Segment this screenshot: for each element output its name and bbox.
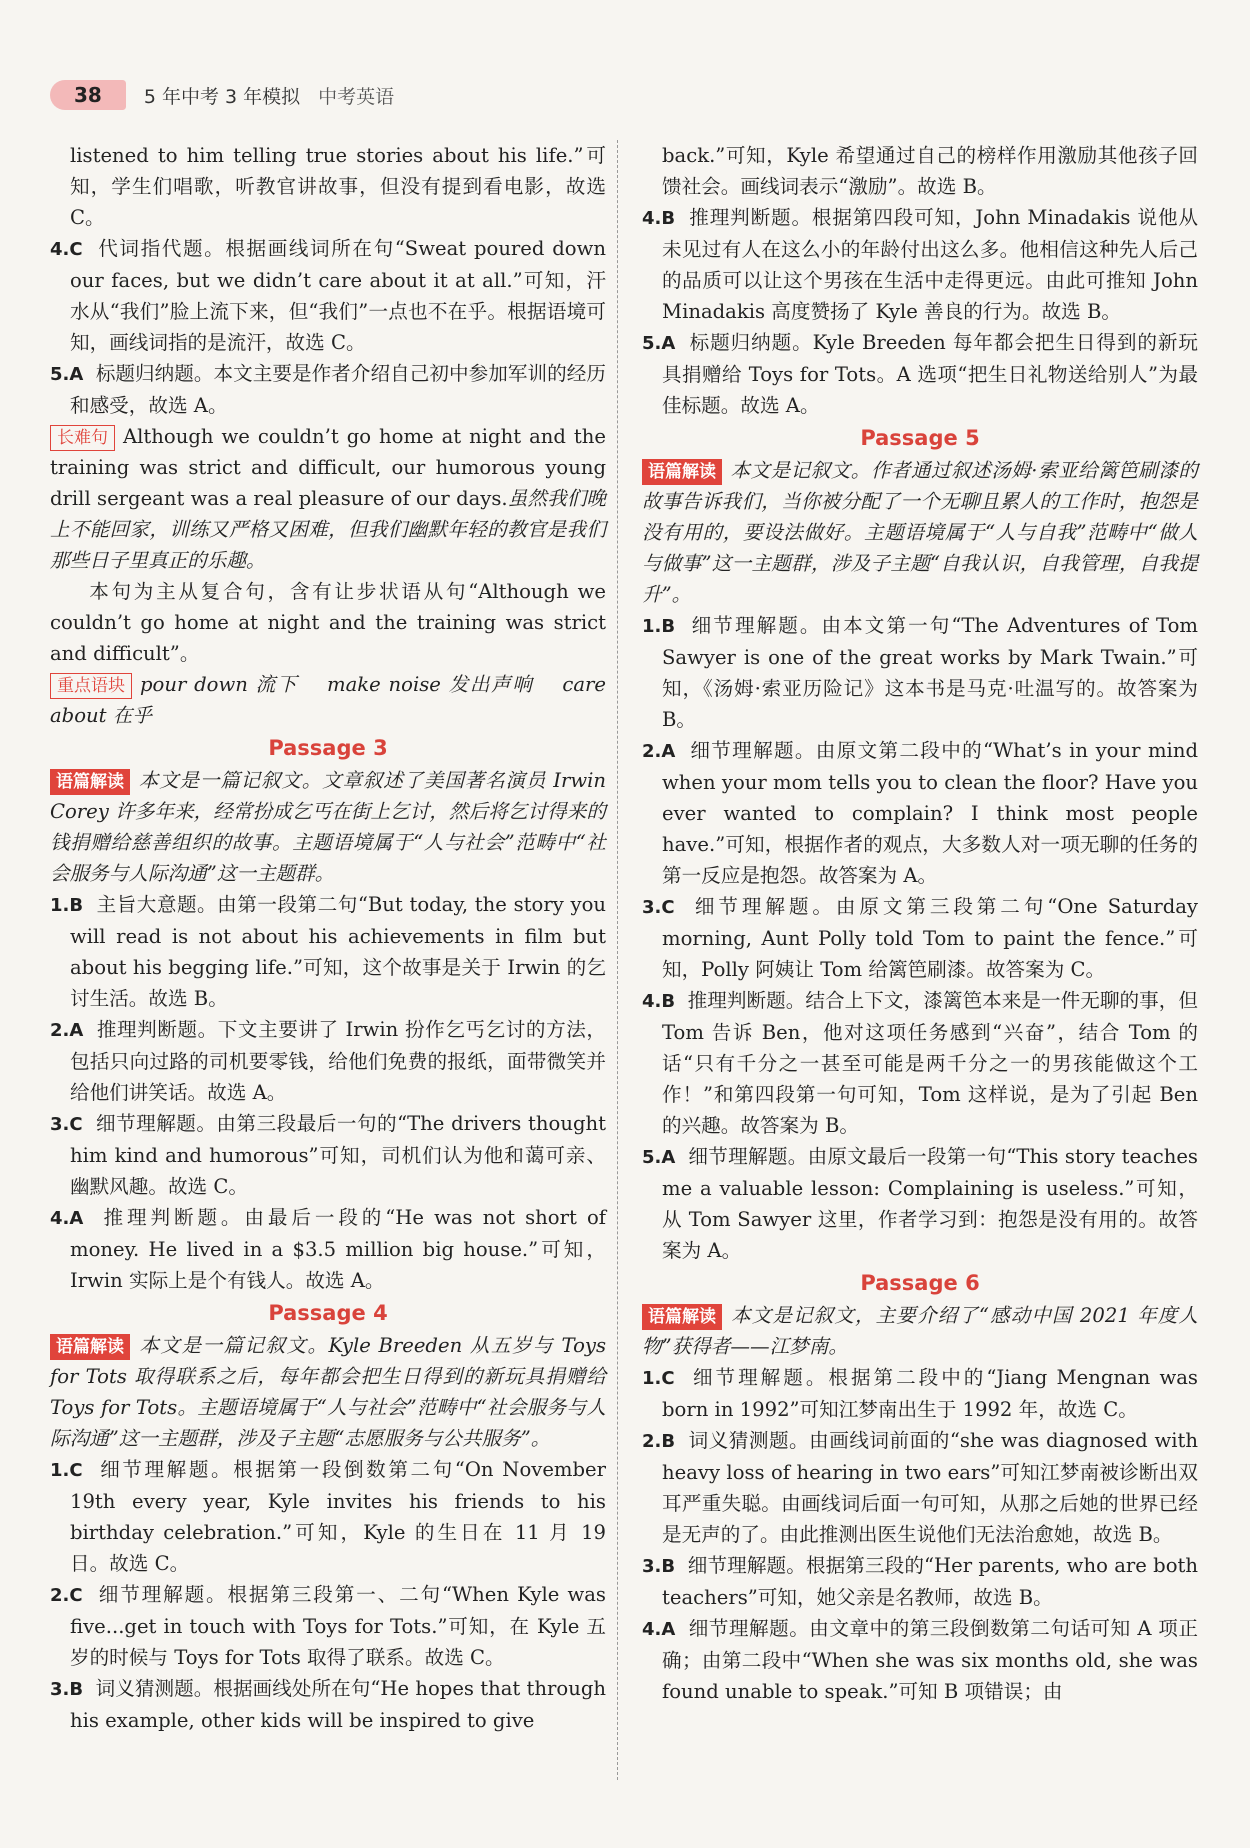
answer-text: 细节理解题。根据第三段的“Her parents, who are both teachers”可知，她父亲是名教师，故选 B。 [662,1554,1198,1609]
answer-number: 3.B [642,1556,676,1577]
passage-4-intro [50,1330,606,1454]
discourse-analysis-tag: 语篇解读 [642,459,722,485]
answer-number: 2.B [642,1431,676,1452]
answer-text: 标题归纳题。本文主要是作者介绍自己初中参加军训的经历和感受，故选 A。 [70,362,606,417]
continued-text: listened to him telling true stories about his life.”可知，学生们唱歌，听教官讲故事，但没有提到看电影，故选 C。 [70,144,606,229]
answer-item [642,985,1198,1141]
answer-number: 5.A [642,1147,676,1168]
answer-text: 细节理解题。由本文第一句“The Adventures of Tom Sawyer is one of the great works by Mark Twain.”可知，《汤姆·索亚历险记》这本书是马克·吐温写的。故答案为 B。 [662,614,1198,731]
answer-number: 4.B [642,208,676,229]
passage-5-title: Passage 5 [860,426,980,450]
answer-text: 细节理解题。根据第二段中的“Jiang Mengnan was born in 1992”可知江梦南出生于 1992 年，故选 C。 [662,1366,1198,1421]
long-sentence-text: Although we couldn’t go home at night and the training was strict and difficult, our humorous young drill sergeant was a real pleasure of our days. [50,425,606,510]
answer-number: 3.C [50,1114,83,1135]
answer-text: 推理判断题。结合上下文，漆篱笆本来是一件无聊的事，但 Tom 告诉 Ben，他对这项任务感到“兴奋”，结合 Tom 的话“只有千分之一甚至可能是两千分之一的男孩能做这个工作！”和第四段第一句可知，Tom 这样说，是为了引起 Ben 的兴趣。故答案为 B。 [662,989,1198,1137]
answer-number: 1.C [642,1368,675,1389]
answer-item [642,891,1198,985]
answer-number: 2.A [50,1020,84,1041]
answer-text: 细节理解题。根据第一段倒数第二句“On November 19th every year, Kyle invites his friends to his birthday celebration.”可知，Kyle 的生日在 11 月 19 日。故选 C。 [70,1458,606,1575]
answer-text: 主旨大意题。由第一段第二句“But today, the story you will read is not about his achievements in film but about his begging life.”可知，这个故事是关于 Irwin 的乞讨生活。故选 B。 [70,893,606,1010]
answer-number: 1.C [50,1460,83,1481]
answer-item [50,1454,606,1579]
answer-text: 代词指代题。根据画线词所在句“Sweat poured down our faces, but we didn’t care about it at all.”可知，汗水从“我们”脸上流下来，但“我们”一点也不在乎。根据语境可知，画线词指的是流汗，故选 C。 [70,237,606,354]
answer-text: 细节理解题。由原文第三段第二句“One Saturday morning, Aunt Polly told Tom to paint the fence.”可知，Polly 阿姨让 Tom 给篱笆刷漆。故答案为 C。 [662,895,1198,981]
page-number: 38 [50,80,126,110]
discourse-analysis-tag: 语篇解读 [50,769,130,795]
answer-number: 4.A [642,1619,676,1640]
book-title: 5 年中考 3 年模拟 [143,85,301,108]
answer-text: 细节理解题。由原文第二段中的“What’s in your mind when your mom tells you to clean the floor? Have you ever wanted to complain? I think most people have.”可知，根据作者的观点，大多数人对一项无聊的任务的第一反应是抱怨。故答案为 A。 [662,739,1198,887]
answer-text: 细节理解题。由原文最后一段第一句“This story teaches me a valuable lesson: Complaining is useless.”可知，从 Tom Sawyer 这里，作者学习到：抱怨是没有用的。故答案为 A。 [662,1145,1198,1262]
page-header [50,78,394,112]
key-phrases-tag: 重点语块 [50,673,132,699]
continued-text: back.”可知，Kyle 希望通过自己的榜样作用激励其他孩子回馈社会。画线词表示“激励”。故选 B。 [662,144,1198,198]
answer-item [50,889,606,1014]
long-sentence-tag: 长难句 [50,425,115,451]
intro-text: 本文是记叙文。作者通过叙述汤姆·索亚给篱笆刷漆的故事告诉我们，当你被分配了一个无聊且累人的工作时，抱怨是没有用的，要设法做好。主题语境属于“人与自我”范畴中“做人与做事”这一主题群，涉及子主题“自我认识，自我管理，自我提升”。 [642,459,1198,606]
answer-item [642,610,1198,735]
answer-number: 1.B [642,616,676,637]
answer-text: 细节理解题。根据第三段第一、二句“When Kyle was five...get in touch with Toys for Tots.”可知，在 Kyle 五岁的时候与 Toys for Tots 取得了联系。故选 C。 [70,1583,606,1669]
answer-item [50,1108,606,1202]
discourse-analysis-tag: 语篇解读 [642,1304,722,1330]
answer-text: 词义猜测题。由画线词前面的“she was diagnosed with heavy loss of hearing in two ears”可知江梦南被诊断出双耳严重失聪。由画线词后面一句可知，从那之后她的世界已经是无声的了。由此推测出医生说他们无法治愈她，故选 B。 [662,1429,1198,1546]
passage-5-intro [642,455,1198,610]
answer-number: 4.A [50,1208,84,1229]
column-divider [617,140,618,1780]
answer-number: 4.B [642,991,676,1012]
answer-item [642,1550,1198,1613]
answer-number: 3.B [50,1679,84,1700]
right-column [642,140,1198,1707]
answer-number: 2.C [50,1585,83,1606]
answer-number: 3.C [642,897,675,918]
answer-text: 推理判断题。由最后一段的“He was not short of money. He lived in a $3.5 million big house.”可知，Irwin 实际上是个有钱人。故选 A。 [70,1206,606,1292]
answer-text: 推理判断题。根据第四段可知，John Minadakis 说他从未见过有人在这么小的年龄付出这么多。他相信这种先人后己的品质可以让这个男孩在生活中走得更远。由此可推知 John Minadakis 高度赞扬了 Kyle 善良的行为。故选 B。 [662,206,1198,323]
answer-text: 细节理解题。由文章中的第三段倒数第二句话可知 A 项正确；由第二段中“When she was six months old, she was found unable to speak.”可知 B 项错误；由 [662,1617,1198,1703]
answer-number: 5.A [50,364,84,385]
long-sentence-note: 本句为主从复合句，含有让步状语从句“Although we couldn’t go home at night and the training was strict and difficult”。 [50,580,606,665]
answer-item [50,1673,606,1736]
passage-6-intro [642,1300,1198,1362]
answer-item [642,1425,1198,1550]
passage-3-intro [50,765,606,889]
answer-item [50,358,606,421]
answer-item [50,1579,606,1673]
answer-item [642,327,1198,421]
answer-item [642,202,1198,327]
answer-item [642,1141,1198,1266]
answer-text: 细节理解题。由第三段最后一句的“The drivers thought him kind and humorous”可知，司机们认为他和蔼可亲、幽默风趣。故选 C。 [70,1112,606,1198]
intro-text: 本文是一篇记叙文。Kyle Breeden 从五岁与 Toys for Tots 取得联系之后，每年都会把生日得到的新玩具捐赠给 Toys for Tots。主题语境属于“人与社会”范畴中“社会服务与人际沟通”这一主题群，涉及子主题“志愿服务与公共服务”。 [50,1334,606,1450]
passage-4-title: Passage 4 [268,1301,388,1325]
answer-item [642,1362,1198,1425]
discourse-analysis-tag: 语篇解读 [50,1334,130,1360]
answer-item [50,233,606,358]
answer-number: 4.C [50,239,83,260]
key-phrases-text: pour down 流下 make noise 发出声响 care about 在乎 [50,673,606,727]
subject-label: 中考英语 [318,85,395,108]
answer-text: 标题归纳题。Kyle Breeden 每年都会把生日得到的新玩具捐赠给 Toys for Tots。A 选项“把生日礼物送给别人”为最佳标题。故选 A。 [662,331,1198,417]
answer-item [50,1202,606,1296]
passage-3-title: Passage 3 [268,736,388,760]
left-column [50,140,606,1736]
key-phrases-block [50,669,606,731]
passage-6-title: Passage 6 [860,1271,980,1295]
answer-text: 推理判断题。下文主要讲了 Irwin 扮作乞丐乞讨的方法，包括只向过路的司机要零钱，给他们免费的报纸，面带微笑并给他们讲笑话。故选 A。 [70,1018,606,1104]
answer-text: 词义猜测题。根据画线处所在句“He hopes that through his example, other kids will be inspired to give [70,1677,606,1732]
answer-number: 2.A [642,741,676,762]
intro-text: 本文是记叙文，主要介绍了“感动中国 2021 年度人物”获得者——江梦南。 [642,1304,1198,1358]
answer-number: 1.B [50,895,84,916]
intro-text: 本文是一篇记叙文。文章叙述了美国著名演员 Irwin Corey 许多年来，经常扮成乞丐在街上乞讨，然后将乞讨得来的钱捐赠给慈善组织的故事。主题语境属于“人与社会”范畴中“社会服务与人际沟通”这一主题群。 [50,769,606,885]
answer-item [642,735,1198,891]
answer-item [642,1613,1198,1707]
long-sentence-translation: 虽然我们晚上不能回家，训练又严格又困难，但我们幽默年轻的教官是我们那些日子里真正的乐趣。 [50,487,606,572]
answer-item [50,1014,606,1108]
long-sentence-block [50,421,606,576]
answer-number: 5.A [642,333,676,354]
